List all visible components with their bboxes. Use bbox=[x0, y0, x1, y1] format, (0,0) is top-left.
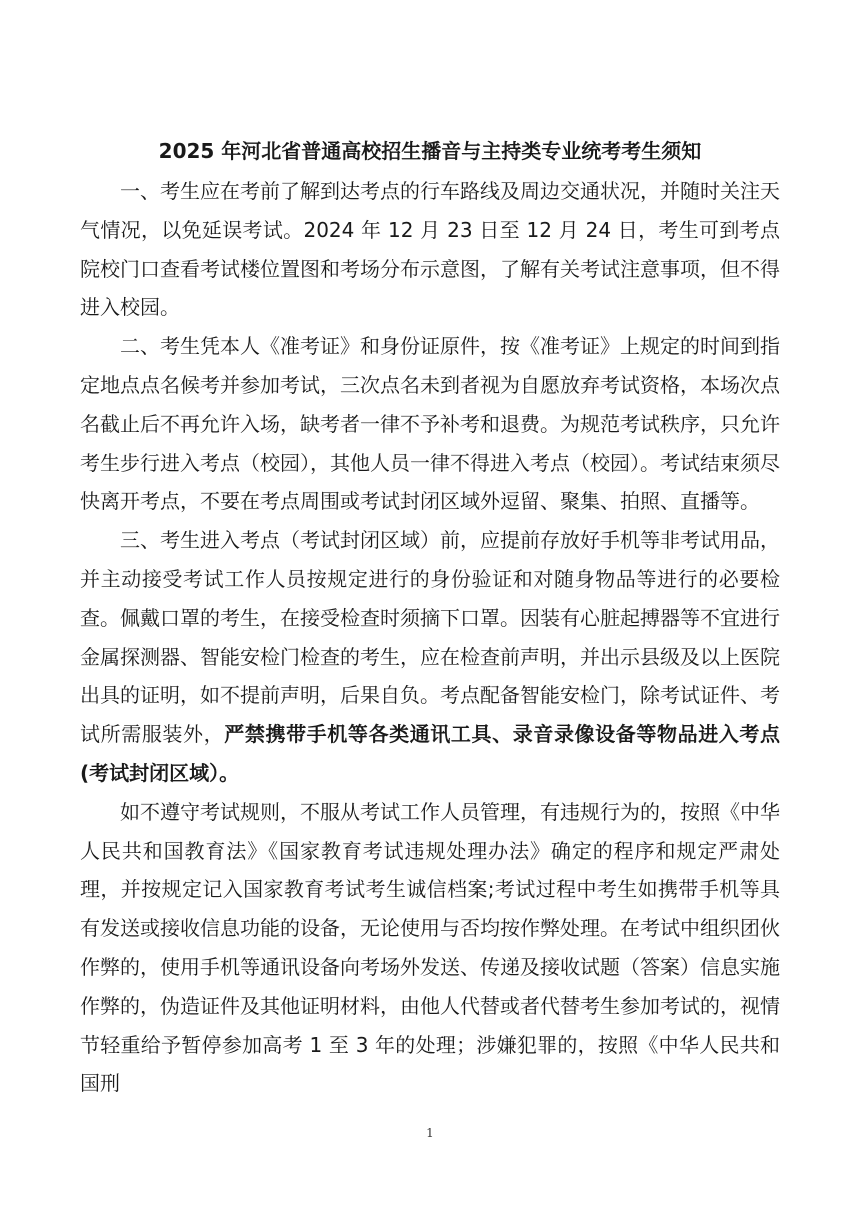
paragraph-4: 如不遵守考试规则，不服从考试工作人员管理，有违规行为的，按照《中华人民共和国教育法》《国家教育考试违规处理办法》确定的程序和规定严肃处理，并按规定记入国家教育考试考生诚信档案;考试过程中考生如携带手机等具有发送或接收信息功能的设备，无论使用与否均按作弊处理。在考试中组织团伙作弊的，使用手机等通讯设备向考场外发送、传递及接收试题（答案）信息实施作弊的，伪造证件及其他证明材料，由他人代替或者代替考生参加考试的，视情节轻重给予暂停参加高考 1 至 3 年的处理；涉嫌犯罪的，按照《中华人民共和国刑 bbox=[80, 799, 780, 1096]
paragraph-3-bold-warning: 严禁携带手机等各类通讯工具、录音录像设备等物品进入考点(考试封闭区域）。 bbox=[80, 722, 781, 785]
paragraph-2: 二、考生凭本人《准考证》和身份证原件，按《准考证》上规定的时间到指定地点点名候考并参加考试，三次点名未到者视为自愿放弃考试资格，本场次点名截止后不再允许入场，缺考者一律不予补考和退费。为规范考试秩序，只允许考生步行进入考点（校园），其他人员一律不得进入考点（校园）。考试结束须尽快离开考点，不要在考点周围或考试封闭区域外逗留、聚集、拍照、直播等。 bbox=[80, 334, 780, 514]
page-number: 1 bbox=[426, 1126, 434, 1140]
document-body bbox=[80, 172, 780, 1103]
paragraph-3 bbox=[80, 521, 780, 793]
paragraph-1: 一、考生应在考前了解到达考点的行车路线及周边交通状况，并随时关注天气情况，以免延误考试。2024 年 12 月 23 日至 12 月 24 日，考生可到考点院校门口查看考试楼位置图和考场分布示意图，了解有关考试注意事项，但不得进入校园。 bbox=[80, 179, 780, 320]
document-title: 2025 年河北省普通高校招生播音与主持类专业统考考生须知 bbox=[158, 139, 702, 163]
paragraph-3-text: 三、考生进入考点（考试封闭区域）前，应提前存放好手机等非考试用品，并主动接受考试工作人员按规定进行的身份验证和对随身物品等进行的必要检查。佩戴口罩的考生，在接受检查时须摘下口罩。因装有心脏起搏器等不宜进行金属探测器、智能安检门检查的考生，应在检查前声明，并出示县级及以上医院出具的证明，如不提前声明，后果自负。考点配备智能安检门，除考试证件、考试所需服装外， bbox=[80, 528, 780, 747]
